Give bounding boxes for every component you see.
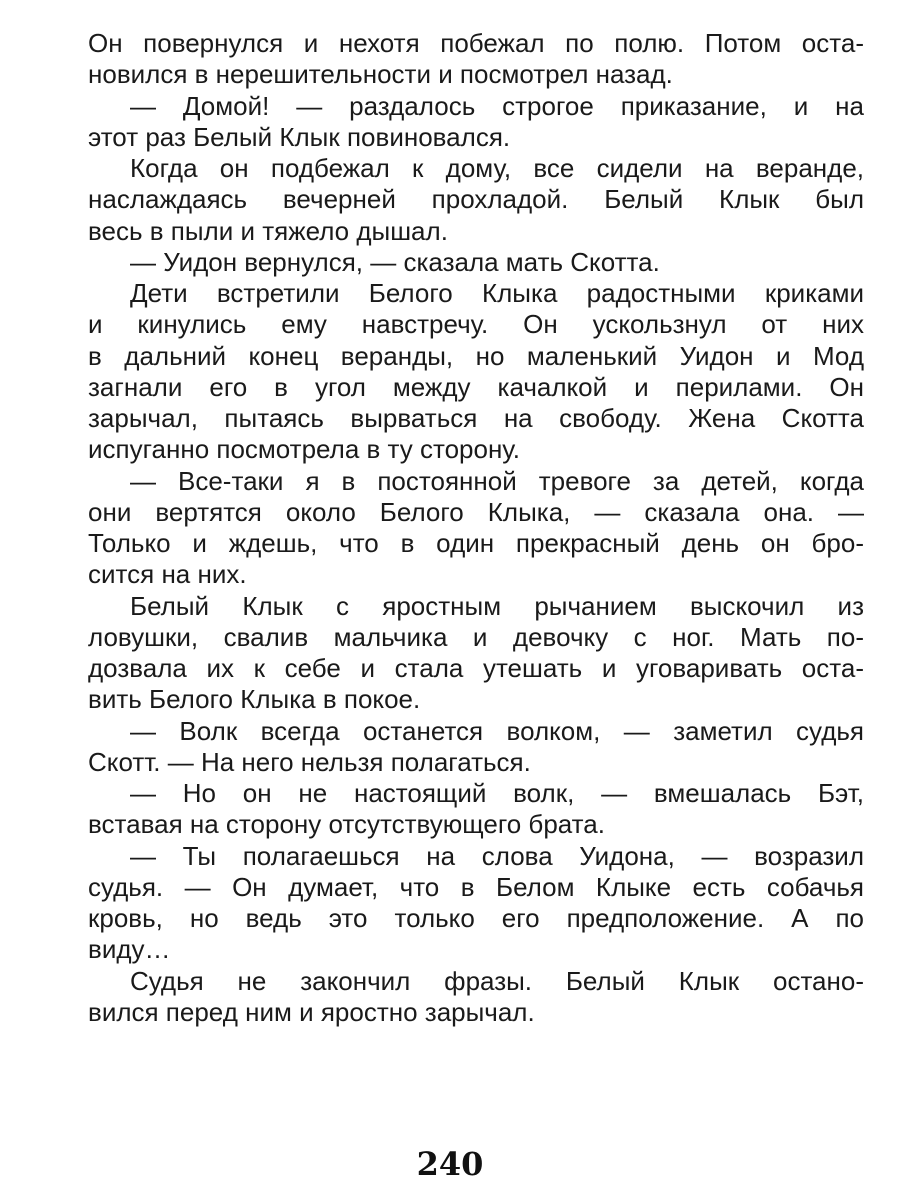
paragraph [88,466,864,591]
paragraph [88,716,864,779]
text-line: зарычал, пытаясь вырваться на свободу. Жена Скотта [88,403,864,433]
text-line: вставая на сторону отсутствующего брата. [88,809,605,840]
text-line: и кинулись ему навстречу. Он ускользнул от них [88,309,864,340]
text-line: наслаждаясь вечерней прохладой. Белый Клык был [88,184,864,215]
page-number: 240 [416,1145,484,1183]
text-line: весь в пыли и тяжело дышал. [88,215,448,246]
text-line: сится на них. [88,559,247,590]
text-line: Скотт. — На него нельзя полагаться. [88,746,531,777]
text-line: — Но он не настоящий волк, — вмешалась Бэт, [130,778,864,808]
text-line: — Волк всегда останется волком, — заметил судья [130,715,864,746]
text-line: они вертятся около Белого Клыка, — сказала она. — [88,496,864,527]
paragraph [88,91,864,154]
text-line: Белый Клык с яростным рычанием выскочил из [130,590,864,621]
text-line: новился в нерешительности и посмотрел назад. [88,59,673,90]
paragraph [88,591,864,716]
paragraph [88,153,864,247]
text-line: Дети встретили Белого Клыка радостными криками [130,278,864,308]
text-line: — Ты полагаешься на слова Уидона, — возразил [130,840,864,871]
text-line: Судья не закончил фразы. Белый Клык остано- [130,965,864,996]
text-line: этот раз Белый Клык повиновался. [88,121,511,152]
text-line: испуганно посмотрела в ту сторону. [88,434,520,465]
paragraph [88,841,864,966]
text-line: в дальний конец веранды, но маленький Уидон и Мод [88,340,864,371]
text-line: загнали его в угол между качалкой и перилами. Он [88,371,864,402]
text-line: виду… [88,934,171,965]
paragraph [88,966,864,1029]
text-line: дозвала их к себе и стала утешать и уговаривать оста- [88,653,864,683]
text-line: судья. — Он думает, что в Белом Клыке есть собачья [88,871,864,902]
text-line: — Все-таки я в постоянной тревоге за детей, когда [130,465,864,496]
text-line: вить Белого Клыка в покое. [88,684,421,715]
text-line: кровь, но ведь это только его предположение. А по [88,903,864,933]
paragraph [88,247,864,278]
text-line: Только и ждешь, что в один прекрасный день он бро- [88,528,864,558]
text-line: — Домой! — раздалось строгое приказание, и на [130,90,864,121]
text-line: Он повернулся и нехотя побежал по полю. Потом оста- [88,28,864,58]
paragraph [88,278,864,466]
text-line: — Уидон вернулся, — сказала мать Скотта. [130,246,660,277]
paragraph [88,778,864,841]
book-page-text [88,28,864,1028]
text-line: вился перед ним и яростно зарычал. [88,996,535,1027]
paragraph [88,28,864,91]
text-line: ловушки, свалив мальчика и девочку с ног. Мать по- [88,621,864,652]
text-line: Когда он подбежал к дому, все сидели на веранде, [130,153,864,183]
